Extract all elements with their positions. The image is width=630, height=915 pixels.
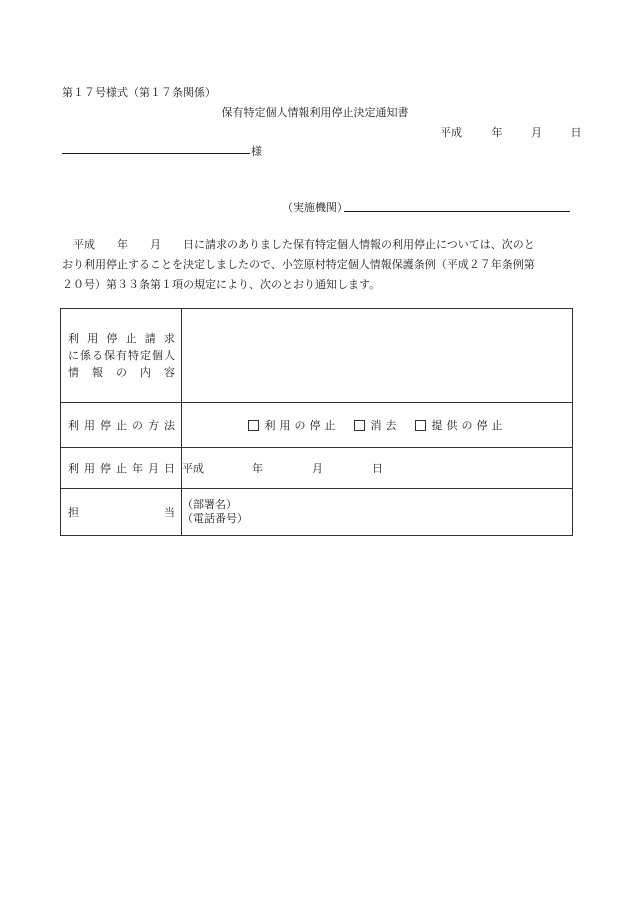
label-char: 係	[80, 349, 91, 362]
checkbox-icon[interactable]	[415, 420, 426, 431]
date-month: 月	[531, 126, 542, 139]
label-char: の	[116, 366, 127, 379]
label-char: 用	[87, 332, 99, 345]
option-erase[interactable]: 消去	[354, 417, 401, 433]
label-char: 特	[128, 349, 139, 362]
table-row	[61, 489, 573, 536]
label-char: 止	[116, 462, 127, 475]
label-char: 用	[84, 462, 95, 475]
date-month: 月	[312, 462, 323, 475]
date-year: 年	[491, 126, 503, 139]
contact-label-cell	[61, 489, 182, 536]
table-row	[61, 403, 573, 448]
label-char: 報	[92, 366, 103, 379]
contact-value-cell[interactable]	[182, 489, 573, 536]
date-era: 平成	[440, 126, 462, 139]
contact-label-char: 当	[164, 506, 175, 519]
body-line: ２０号）第３３条第１項の規定により、次のとおり通知します。	[62, 278, 381, 291]
label-char: 法	[164, 419, 175, 432]
label-char: 停	[100, 462, 111, 475]
option-suspend-use[interactable]: 利用の停止	[248, 417, 340, 433]
body-line: 平成 年 月 日に請求のありました保有特定個人情報の利用停止については、次のと	[62, 238, 535, 251]
issue-date	[440, 124, 582, 140]
label-char: 人	[164, 349, 175, 362]
contact-label	[61, 504, 181, 520]
date-label	[61, 460, 181, 476]
label-char: 定	[140, 349, 151, 362]
label-char: の	[132, 419, 143, 432]
agency-line	[344, 211, 570, 212]
content-label-line	[68, 364, 175, 381]
contact-label-char: 担	[68, 506, 79, 519]
method-options-cell	[182, 403, 573, 448]
form-number: 第１７号様式（第１７条関係）	[62, 86, 216, 99]
label-char: 停	[106, 332, 118, 345]
method-label-cell	[61, 403, 182, 448]
label-char: 情	[68, 366, 79, 379]
label-char: 請	[144, 332, 156, 345]
phone-label: （電話番号）	[182, 512, 248, 525]
label-char: 内	[140, 366, 151, 379]
label-char: 月	[148, 462, 159, 475]
label-char: 年	[132, 462, 143, 475]
method-label	[61, 417, 181, 433]
table-row	[61, 448, 573, 489]
date-label-cell	[61, 448, 182, 489]
label-char: 利	[68, 419, 79, 432]
label-char: に	[68, 349, 79, 362]
label-char: 用	[84, 419, 95, 432]
department-label: （部署名）	[182, 498, 237, 511]
label-char: 容	[164, 366, 175, 379]
option-stop-provision[interactable]: 提供の停止	[415, 417, 507, 433]
date-year: 年	[252, 462, 263, 475]
body-line: おり利用停止することを決定しましたので、小笠原村特定個人情報保護条例（平成２７年条例第	[62, 258, 535, 271]
label-char: 有	[116, 349, 127, 362]
date-day: 日	[570, 126, 582, 139]
content-value-cell[interactable]	[182, 309, 573, 403]
label-char: 停	[100, 419, 111, 432]
label-char: 方	[148, 419, 159, 432]
date-day: 日	[372, 462, 383, 475]
content-label-line	[68, 330, 175, 347]
label-char: る	[92, 349, 103, 362]
body-text	[62, 235, 574, 295]
suspension-date-cell[interactable]	[182, 448, 573, 489]
label-char: 求	[163, 332, 175, 345]
checkbox-icon[interactable]	[248, 420, 259, 431]
agency-label: （実施機関）	[282, 201, 348, 214]
content-label-line	[68, 347, 175, 364]
label-char: 止	[125, 332, 137, 345]
document-title: 保有特定個人情報利用停止決定通知書	[221, 106, 409, 119]
label-char: 日	[164, 462, 175, 475]
notice-table	[60, 308, 573, 536]
addressee-line	[62, 153, 250, 154]
label-char: 利	[68, 462, 79, 475]
label-char: 保	[104, 349, 115, 362]
date-era: 平成	[182, 462, 204, 475]
content-label-cell	[61, 309, 182, 403]
label-char: 利	[68, 332, 79, 345]
label-char: 個	[152, 349, 163, 362]
addressee-suffix: 様	[251, 145, 262, 158]
label-char: 止	[116, 419, 127, 432]
table-row	[61, 309, 573, 403]
checkbox-icon[interactable]	[354, 420, 365, 431]
